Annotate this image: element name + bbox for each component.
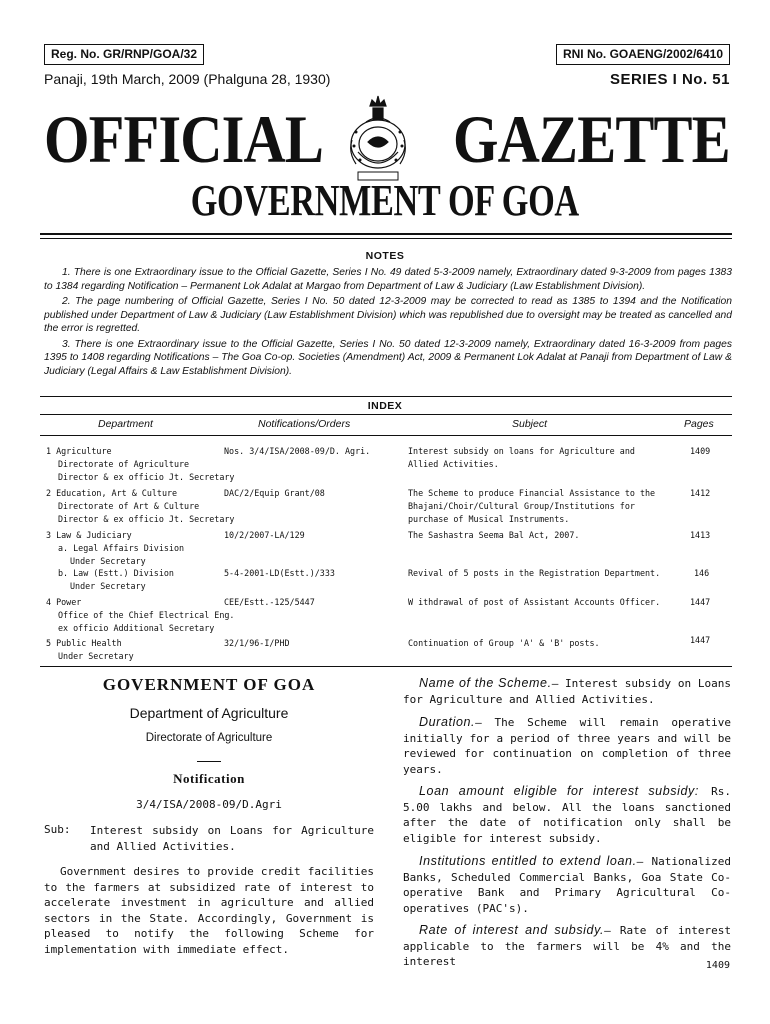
masthead-government-text: GOVERNMENT OF GOA	[190, 176, 580, 225]
index-row-department	[46, 445, 234, 483]
paragraph-text: — Rate of interest applicable to the farmers will be 4% and the interest	[403, 924, 731, 968]
department-officer: ex officio Additional Secretary	[58, 622, 215, 633]
department-officer: Under Secretary	[70, 580, 146, 591]
double-rule-bottom	[40, 238, 732, 239]
index-row-order: 10/2/2007-LA/129	[224, 530, 305, 540]
index-rule-head	[40, 435, 732, 436]
paragraph-heading: Name of the Scheme.	[419, 676, 552, 690]
paragraph-text: Rs. 5.00 lakhs and below. All the loans sanctioned after the date of notification only shall be eligible for interest subsidy.	[403, 785, 731, 845]
department-division: a. Legal Affairs Division	[58, 542, 185, 553]
series-number: SERIES I No. 51	[609, 71, 730, 88]
index-row-subject: The Scheme to produce Financial Assistance to the Bhajani/Choir/Cultural Group/Institutions for purchase of Musical Instruments.	[408, 488, 656, 524]
paragraph-text: — Nationalized Banks, Scheduled Commercial Banks, Goa State Co-operative Bank and Primary Agricultural Co-operatives (PAC's).	[403, 855, 732, 915]
department-name: 3 Law & Judiciary	[46, 530, 132, 540]
paragraph-heading: Rate of interest and subsidy.	[419, 923, 605, 937]
subject-text: Interest subsidy on Loans for Agriculture and Allied Activities.	[90, 824, 374, 853]
scheme-paragraph	[403, 676, 731, 707]
index-row-page: 1412	[690, 488, 711, 498]
index-row-order: Nos. 3/4/ISA/2008-09/D. Agri.	[224, 446, 371, 456]
scheme-paragraph	[403, 854, 731, 916]
index-row-subject: W ithdrawal of post of Assistant Accounts Officer.	[408, 597, 661, 607]
index-rule-bottom	[40, 666, 732, 667]
directorate-title: Directorate of Agriculture	[145, 732, 273, 744]
department-office: Directorate of Agriculture	[58, 458, 190, 469]
index-row-department	[46, 529, 184, 567]
index-row-subject: Revival of 5 posts in the Registration Department.	[408, 568, 661, 578]
department-officer: Director & ex officio Jt. Secretary	[58, 471, 235, 482]
index-row-page: 1409	[690, 446, 711, 456]
department-name: 2 Education, Art & Culture	[46, 488, 178, 498]
index-row-department	[46, 637, 134, 663]
masthead-gazette: GAZETTE	[453, 101, 730, 177]
department-office: Directorate of Art & Culture	[58, 500, 200, 511]
department-name: 4 Power	[46, 597, 82, 607]
paragraph-heading: Duration.	[419, 715, 476, 729]
masthead-government	[0, 176, 770, 226]
index-column-subject: Subject	[512, 418, 548, 430]
index-row-page: 1447	[690, 635, 711, 645]
state-emblem-icon	[336, 92, 420, 184]
index-row-order: 32/1/96-I/PHD	[224, 638, 290, 648]
scheme-paragraph	[403, 784, 731, 846]
index-row-order: CEE/Estt.-125/5447	[224, 597, 315, 607]
index-row-subject: Continuation of Group 'A' & 'B' posts.	[408, 638, 600, 648]
scheme-paragraph	[403, 923, 731, 970]
notification-heading: Notification	[173, 771, 245, 786]
department-title: Department of Agriculture	[129, 705, 289, 721]
department-officer: Director & ex officio Jt. Secretary	[58, 513, 235, 524]
paragraph-text: — Interest subsidy on Loans for Agriculture and Allied Activities.	[403, 677, 732, 706]
government-title: GOVERNMENT OF GOA	[102, 675, 316, 694]
index-rule-top	[40, 396, 732, 397]
publication-date: Panaji, 19th March, 2009 (Phalguna 28, 1930)	[44, 71, 331, 87]
index-row-page: 1447	[690, 597, 711, 607]
notes-heading: NOTES	[365, 250, 405, 262]
department-division: b. Law (Estt.) Division	[58, 568, 174, 578]
department-officer: Under Secretary	[70, 555, 146, 566]
separator-dash	[197, 761, 221, 762]
index-row-page: 1413	[690, 530, 711, 540]
index-column-department: Department	[98, 418, 153, 430]
double-rule-top	[40, 233, 732, 235]
department-name: 5 Public Health	[46, 638, 122, 648]
department-name: 1 Agriculture	[46, 446, 112, 456]
index-row-subject: Interest subsidy on loans for Agriculture and Allied Activities.	[408, 446, 635, 469]
index-row-department	[46, 567, 174, 593]
masthead-official: OFFICIAL	[44, 101, 324, 177]
index-column-orders: Notifications/Orders	[258, 418, 351, 430]
index-row-subject: The Sashastra Seema Bal Act, 2007.	[408, 530, 580, 540]
scheme-paragraph	[403, 715, 731, 777]
index-row-order: DAC/2/Equip Grant/08	[224, 488, 325, 498]
subject-label: Sub:	[44, 823, 71, 836]
page-number: 1409	[705, 960, 730, 971]
index-row-department	[46, 487, 234, 525]
note-item: 2. The page numbering of Official Gazette, Series I No. 50 dated 12-3-2009 may be corrected to read as 1385 to 1394 and the Notification published under Department of Law & Judiciary (Law Establishment Division) which was republished due to oversight may be treated as cancelled and the error is regretted.	[44, 296, 732, 334]
note-item: 3. There is one Extraordinary issue to the Official Gazette, Series I No. 50 dated 12-3-2009 namely, Extraordinary dated 16-3-2009 from pages 1395 to 1408 regarding Notifications – The Goa Co-op. Societies (Amendment) Act, 2009 & Permanent Lok Adalat at Panaji from Department of Law & Judiciary (Legal Affairs & Law Establishment Division).	[44, 338, 732, 377]
note-item: 1. There is one Extraordinary issue to the Official Gazette, Series I No. 49 dated 5-3-2009 namely, Extraordinary dated 9-3-2009 from pages 1383 to 1384 regarding Notification – Permanent Lok Adalat at Margao from Department of Law & Judiciary (Law Establishment Division).	[44, 267, 732, 292]
department-office: Office of the Chief Electrical Eng.	[58, 609, 235, 620]
notes-body	[44, 266, 732, 380]
index-row-order: 5-4-2001-LD(Estt.)/333	[224, 568, 335, 578]
registration-number: Reg. No. GR/RNP/GOA/32	[44, 44, 204, 65]
paragraph-heading: Institutions entitled to extend loan.	[419, 854, 637, 868]
paragraph-heading: Loan amount eligible for interest subsidy:	[419, 784, 699, 798]
index-column-pages: Pages	[684, 418, 714, 430]
index-rule-mid	[40, 414, 732, 415]
department-officer: Under Secretary	[58, 650, 134, 661]
notification-body: Government desires to provide credit facilities to the farmers at subsidized rate of interest to accelerate investment in agriculture and allied sectors in the State. Accordingly, Government is pleased to notify the following Scheme for implementation with immediate effect.	[44, 865, 374, 956]
rni-number: RNI No. GOAENG/2002/6410	[556, 44, 730, 65]
index-row-page: 146	[694, 568, 710, 578]
index-heading: INDEX	[367, 400, 403, 412]
index-row-department	[46, 596, 234, 634]
paragraph-text: — The Scheme will remain operative initially for a period of three years and will be reviewed for continuation on completion of three years.	[403, 716, 731, 776]
notification-number: 3/4/ISA/2008-09/D.Agri	[136, 798, 282, 811]
